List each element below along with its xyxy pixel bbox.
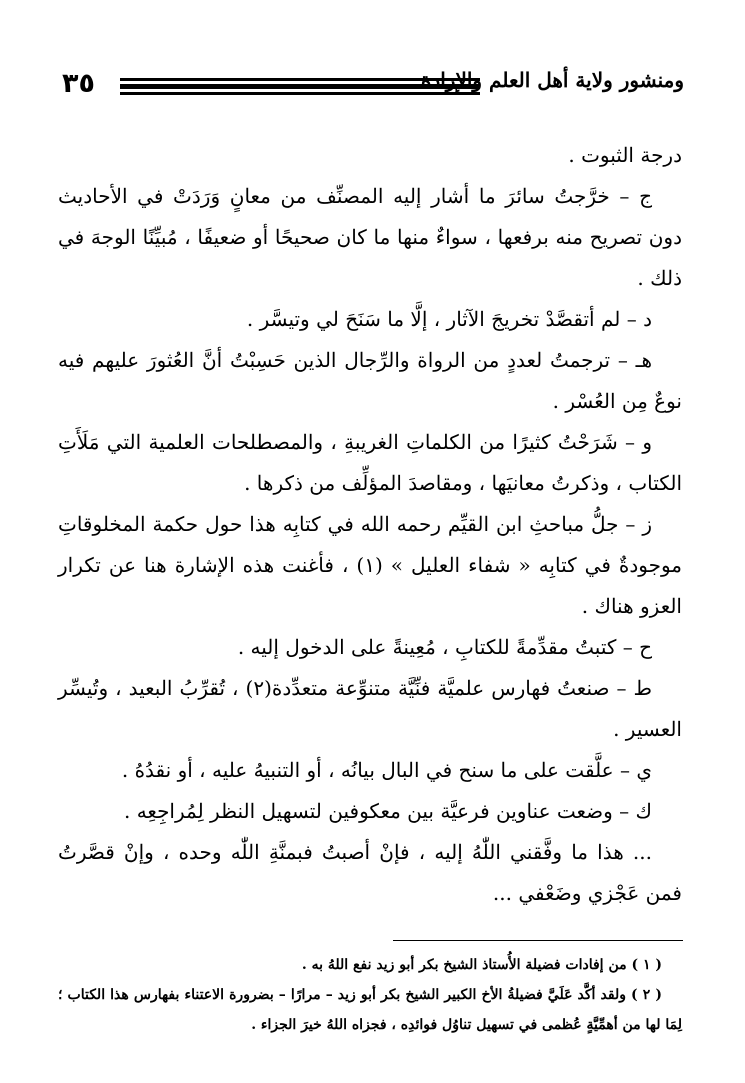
main-text: [58, 135, 682, 914]
paragraph: ط – صنعتُ فهارس علميَّة فنِّيَّة متنوِّعة متعدِّدة(٢) ، تُقرِّبُ البعيد ، وتُيسِّر العسير .: [58, 676, 682, 741]
paragraph: هـ – ترجمتُ لعددٍ من الرواة والرِّجال الذين حَسِبْتُ أنَّ العُثورَ عليهم فيه نوعٌ مِن العُسْر .: [58, 348, 682, 413]
paragraph: ج – خرَّجتُ سائرَ ما أشار إليه المصنِّف من معانٍ وَرَدَتْ في الأحاديث دون تصريح منه برفعها ، سواءٌ منها ما كان صحيحًا أو ضعيفًا ، مُبيِّنًا الوجهَ في ذلك .: [58, 184, 682, 290]
paragraph: درجة الثبوت .: [568, 143, 682, 167]
paragraph: ي – علَّقت على ما سنح في البال بيانُه ، أو التنبيهُ عليه ، أو نقدُهُ .: [121, 758, 652, 782]
page-header: [62, 66, 684, 106]
paragraph: و – شَرَحْتُ كثيرًا من الكلماتِ الغريبةِ ، والمصطلحات العلمية التي مَلَأَتِ الكتاب ، وذكرتُ معانيَها ، ومقاصدَ المؤلِّف من ذكرها .: [58, 430, 682, 495]
footnote: ( ٢ ) ولقد أكَّد عَلَيَّ فضيلةُ الأخ الكبير الشيخ بكر أبو زيد – مرارًا – بضرورة الاعتناء بفهارس هذا الكتاب ؛ لِمَا لها من أهمِّيَّةٍ عُظمى في تسهيل تناوُل فوائدِه ، فجزاه اللهُ خيرَ الجزاء .: [58, 987, 682, 1033]
paragraph: ز – جلُّ مباحثِ ابن القيِّم رحمه الله في كتابِه هذا حول حكمة المخلوقاتِ موجودةٌ في كتابِه « شفاء العليل » (١) ، فأغنت هذه الإشارة هنا عن تكرار العزو هناك .: [58, 512, 683, 618]
footnotes: [58, 950, 682, 1040]
paragraph: ... هذا ما وفَّقني اللّٰهُ إليه ، فإنْ أصبتُ فبمنَّةِ اللّٰه وحده ، وإنْ قصَّرتُ فمن عَجْزي وضَعْفي ...: [58, 840, 682, 905]
paragraph: ك – وضعت عناوين فرعيَّة بين معكوفين لتسهيل النظر لِمُراجِعِه .: [123, 799, 652, 823]
paragraph: د – لم أتقصَّدْ تخريجَ الآثار ، إلَّا ما سَنَحَ لي وتيسَّر .: [246, 307, 652, 331]
footnote: ( ١ ) من إفادات فضيلة الأُستاذ الشيخ بكر أبو زيد نفع اللهُ به .: [301, 957, 662, 973]
running-title: ومنشور ولاية أهل العلم والإرادة: [420, 68, 684, 92]
header-rule-line: [120, 92, 480, 95]
paragraph: ح – كتبتُ مقدِّمةً للكتابِ ، مُعِينةً على الدخول إليه .: [237, 635, 652, 659]
footnote-separator: [393, 940, 683, 941]
page-number: ٣٥: [62, 68, 95, 99]
